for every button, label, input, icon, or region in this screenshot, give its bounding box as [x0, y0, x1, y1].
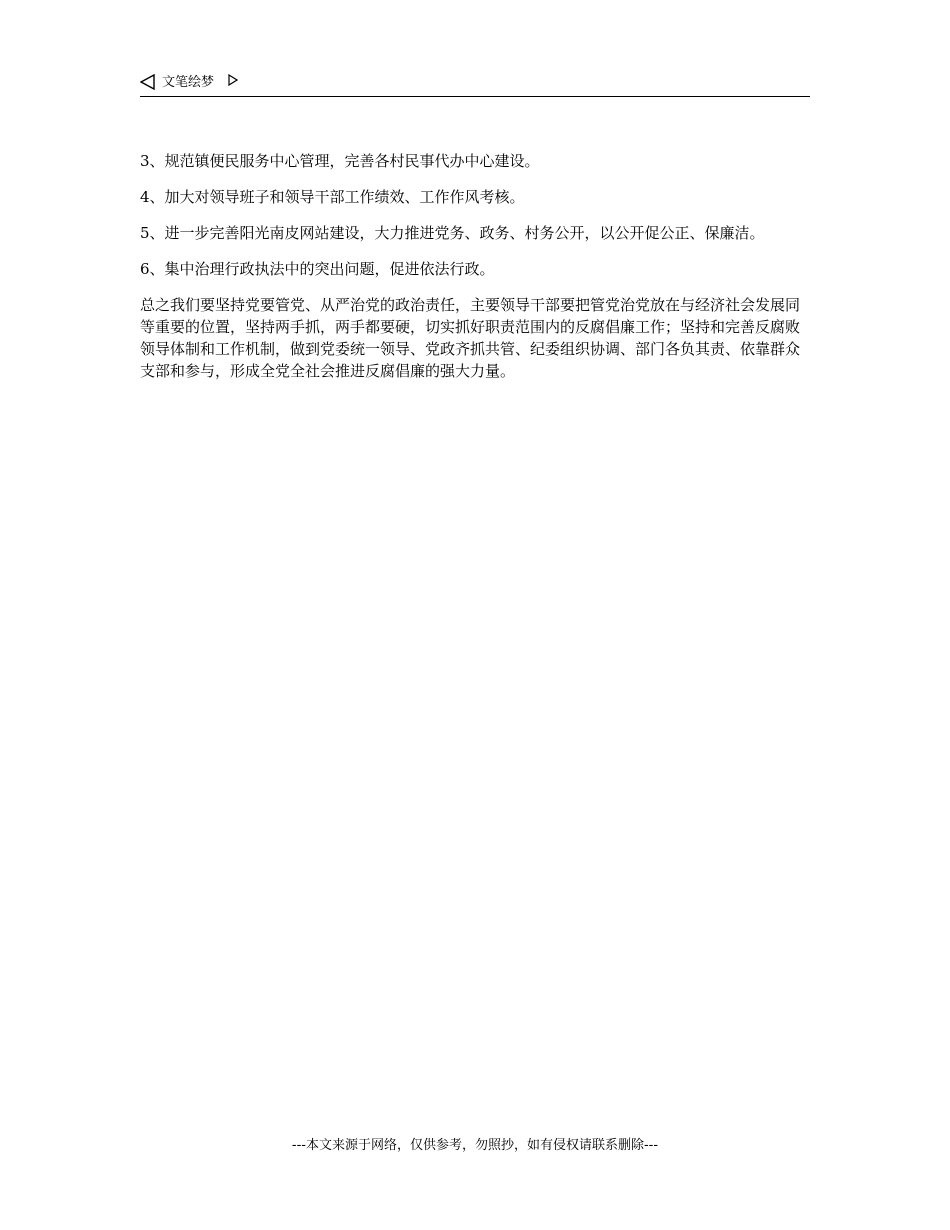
paragraph-item-3: 3、规范镇便民服务中心管理，完善各村民事代办中心建设。	[140, 152, 540, 170]
paragraph-item-4: 4、加大对领导班子和领导干部工作绩效、工作作风考核。	[140, 188, 525, 206]
page-header	[140, 72, 810, 97]
paragraph-item-6: 6、集中治理行政执法中的突出问题，促进依法行政。	[140, 260, 495, 278]
footer-disclaimer: ---本文来源于网络，仅供参考，勿照抄，如有侵权请联系删除---	[291, 1138, 659, 1153]
paragraph-summary: 总之我们要坚持党要管党、从严治党的政治责任，主要领导干部要把管党治党放在与经济社会发展同等重要的位置，坚持两手抓，两手都要硬，切实抓好职责范围内的反腐倡廉工作；坚持和完善反腐败领导体制和工作机制，做到党委统一领导、党政齐抓共管、纪委组织协调、部门各负其责、依靠群众支部和参与，形成全党全社会推进反腐倡廉的强大力量。	[140, 296, 801, 380]
header-brand: 文笔绘梦	[162, 75, 215, 90]
left-triangle-icon	[140, 74, 156, 90]
document-body	[140, 150, 810, 396]
right-triangle-icon	[228, 74, 238, 86]
paragraph-item-5: 5、进一步完善阳光南皮网站建设，大力推进党务、政务、村务公开，以公开促公正、保廉洁。	[140, 224, 765, 242]
